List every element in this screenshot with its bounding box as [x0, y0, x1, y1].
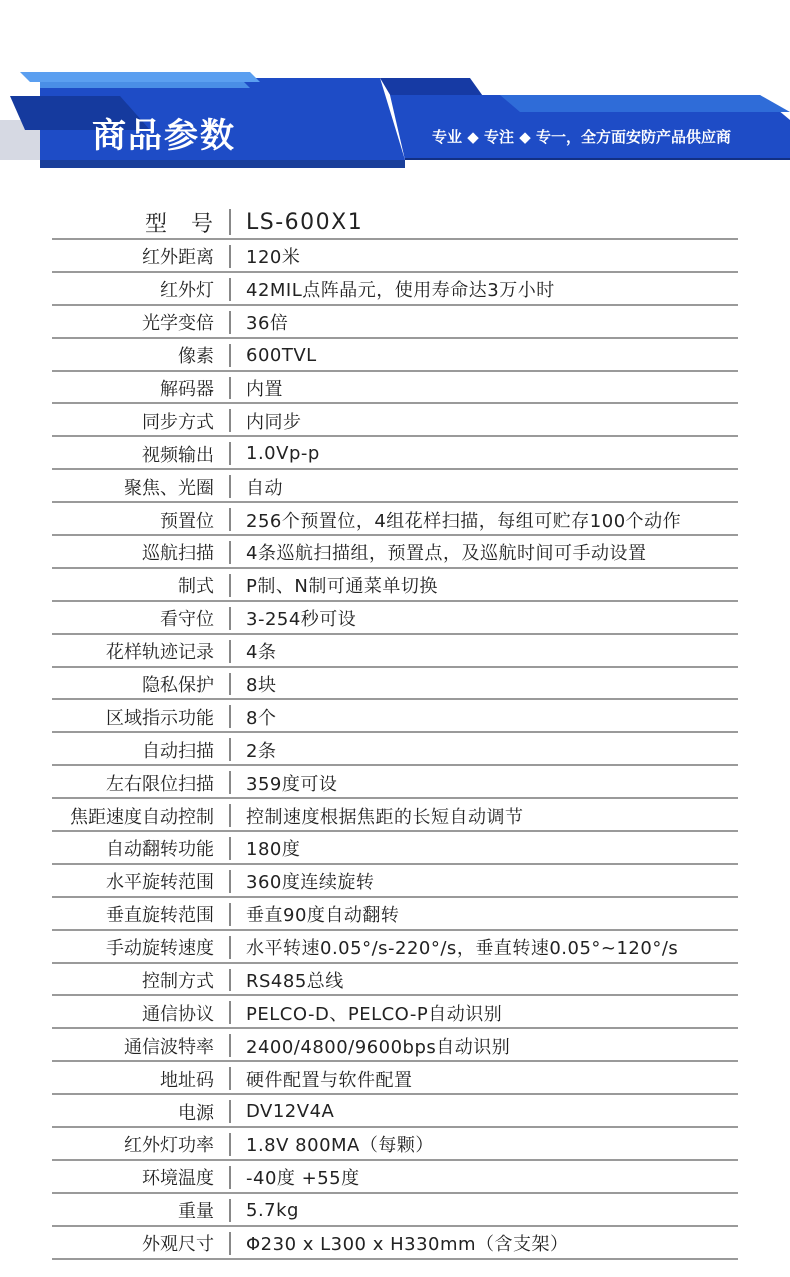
- spec-label: 焦距速度自动控制: [70, 806, 214, 828]
- column-divider: [229, 344, 231, 367]
- column-divider: [229, 1067, 231, 1090]
- spec-label: 同步方式: [142, 411, 214, 433]
- spec-label: 电源: [178, 1102, 214, 1124]
- spec-row: [0, 832, 790, 865]
- spec-row: [0, 404, 790, 437]
- spec-row: [0, 733, 790, 766]
- spec-label: 巡航扫描: [142, 543, 214, 565]
- column-divider: [229, 409, 231, 432]
- spec-row: [0, 1029, 790, 1062]
- spec-row: [0, 1194, 790, 1227]
- column-divider: [229, 738, 231, 761]
- spec-label: 垂直旋转范围: [106, 905, 214, 927]
- spec-label: 光学变倍: [142, 313, 214, 335]
- spec-value: -40度 +55度: [246, 1168, 360, 1190]
- spec-value: 4条巡航扫描组，预置点，及巡航时间可手动设置: [246, 543, 647, 565]
- column-divider: [229, 1034, 231, 1057]
- column-divider: [229, 311, 231, 334]
- spec-label: 红外灯功率: [124, 1135, 214, 1157]
- spec-value: 2400/4800/9600bps自动识别: [246, 1036, 511, 1058]
- spec-label: 通信波特率: [124, 1036, 214, 1058]
- column-divider: [229, 574, 231, 597]
- spec-label: 水平旋转范围: [106, 872, 214, 894]
- spec-value: 内同步: [246, 411, 302, 433]
- spec-value: DV12V4A: [246, 1101, 335, 1123]
- column-divider: [229, 771, 231, 794]
- spec-value: 内置: [246, 379, 283, 400]
- spec-value: 42MIL点阵晶元，使用寿命达3万小时: [246, 280, 555, 302]
- spec-value: 359度可设: [246, 773, 338, 795]
- spec-header-value: LS-600X1: [246, 209, 364, 235]
- column-divider: [229, 705, 231, 728]
- column-divider: [229, 837, 231, 860]
- spec-table: [0, 204, 790, 1260]
- spec-value: 8块: [246, 675, 277, 697]
- spec-row: [0, 569, 790, 602]
- row-divider: [52, 1258, 738, 1260]
- spec-row: [0, 536, 790, 569]
- spec-label: 外观尺寸: [142, 1234, 214, 1256]
- spec-row: [0, 306, 790, 339]
- spec-row: [0, 865, 790, 898]
- spec-value: 2条: [246, 740, 277, 762]
- spec-value: 36倍: [246, 313, 289, 335]
- spec-label: 通信协议: [142, 1003, 214, 1025]
- column-divider: [229, 969, 231, 992]
- spec-row: [0, 273, 790, 306]
- spec-label: 红外灯: [160, 280, 214, 302]
- spec-row: [0, 470, 790, 503]
- spec-row: [0, 964, 790, 997]
- spec-value: 600TVL: [246, 344, 317, 366]
- column-divider: [229, 508, 231, 531]
- banner-slogan: 专业 ◆ 专注 ◆ 专一，全方面安防产品供应商: [432, 128, 731, 146]
- spec-row: [0, 996, 790, 1029]
- spec-label: 区域指示功能: [106, 707, 214, 729]
- spec-row: [0, 437, 790, 470]
- column-divider: [229, 1199, 231, 1222]
- spec-row: [0, 1227, 790, 1260]
- column-divider: [229, 804, 231, 827]
- spec-label: 花样轨迹记录: [106, 642, 214, 664]
- spec-label: 环境温度: [142, 1168, 214, 1190]
- spec-label: 聚焦、光圈: [124, 477, 214, 499]
- spec-value: P制、N制可通菜单切换: [246, 576, 438, 598]
- column-divider: [229, 209, 231, 235]
- spec-label: 像素: [178, 346, 214, 368]
- spec-header-label: 型 号: [144, 211, 214, 237]
- spec-value: 垂直90度自动翻转: [246, 905, 400, 927]
- column-divider: [229, 673, 231, 696]
- spec-value: 1.0Vp-p: [246, 443, 320, 465]
- spec-value: Φ230 x L300 x H330mm（含支架）: [246, 1234, 569, 1256]
- spec-value: 水平转速0.05°/s-220°/s，垂直转速0.05°~120°/s: [246, 938, 679, 960]
- column-divider: [229, 903, 231, 926]
- spec-value: 硬件配置与软件配置: [246, 1069, 413, 1091]
- spec-value: 360度连续旋转: [246, 872, 375, 894]
- spec-label: 预置位: [160, 510, 214, 532]
- spec-label: 解码器: [160, 379, 214, 400]
- spec-row: [0, 898, 790, 931]
- spec-label: 左右限位扫描: [106, 773, 214, 795]
- spec-label: 手动旋转速度: [106, 938, 214, 960]
- spec-row: [0, 668, 790, 701]
- spec-label: 制式: [178, 576, 214, 598]
- spec-row: [0, 766, 790, 799]
- column-divider: [229, 541, 231, 564]
- column-divider: [229, 1001, 231, 1024]
- spec-row: [0, 1161, 790, 1194]
- spec-row: [0, 635, 790, 668]
- column-divider: [229, 1166, 231, 1189]
- spec-value: RS485总线: [246, 971, 344, 993]
- spec-row: [0, 372, 790, 405]
- spec-value: 自动: [246, 477, 283, 499]
- spec-value: 4条: [246, 642, 277, 664]
- column-divider: [229, 377, 231, 400]
- spec-header-row: [0, 204, 790, 240]
- column-divider: [229, 1232, 231, 1255]
- spec-label: 隐私保护: [142, 675, 214, 697]
- column-divider: [229, 1100, 231, 1123]
- spec-label: 红外距离: [142, 247, 214, 269]
- spec-row: [0, 1128, 790, 1161]
- spec-label: 自动扫描: [142, 740, 214, 762]
- spec-value: PELCO-D、PELCO-P自动识别: [246, 1003, 503, 1025]
- column-divider: [229, 607, 231, 630]
- column-divider: [229, 1133, 231, 1156]
- section-banner: [0, 60, 790, 175]
- spec-value: 8个: [246, 707, 277, 729]
- spec-value: 1.8V 800MA（每颗）: [246, 1135, 434, 1157]
- spec-label: 视频输出: [142, 444, 214, 466]
- spec-row: [0, 931, 790, 964]
- spec-label: 控制方式: [142, 971, 214, 993]
- spec-row: [0, 700, 790, 733]
- spec-value: 3-254秒可设: [246, 609, 357, 631]
- spec-value: 5.7kg: [246, 1199, 299, 1221]
- banner-title: 商品参数: [92, 116, 236, 156]
- spec-row: [0, 799, 790, 832]
- spec-row: [0, 1062, 790, 1095]
- spec-label: 重量: [178, 1201, 214, 1223]
- spec-row: [0, 240, 790, 273]
- spec-row: [0, 602, 790, 635]
- spec-value: 控制速度根据焦距的长短自动调节: [246, 806, 524, 828]
- column-divider: [229, 475, 231, 498]
- spec-value: 180度: [246, 839, 301, 861]
- column-divider: [229, 870, 231, 893]
- spec-row: [0, 503, 790, 536]
- spec-label: 地址码: [160, 1069, 214, 1091]
- column-divider: [229, 245, 231, 268]
- column-divider: [229, 936, 231, 959]
- spec-label: 自动翻转功能: [106, 839, 214, 861]
- spec-value: 120米: [246, 247, 301, 269]
- spec-row: [0, 339, 790, 372]
- spec-value: 256个预置位，4组花样扫描，每组可贮存100个动作: [246, 510, 682, 532]
- column-divider: [229, 278, 231, 301]
- column-divider: [229, 442, 231, 465]
- spec-label: 看守位: [160, 609, 214, 631]
- column-divider: [229, 640, 231, 663]
- spec-row: [0, 1095, 790, 1128]
